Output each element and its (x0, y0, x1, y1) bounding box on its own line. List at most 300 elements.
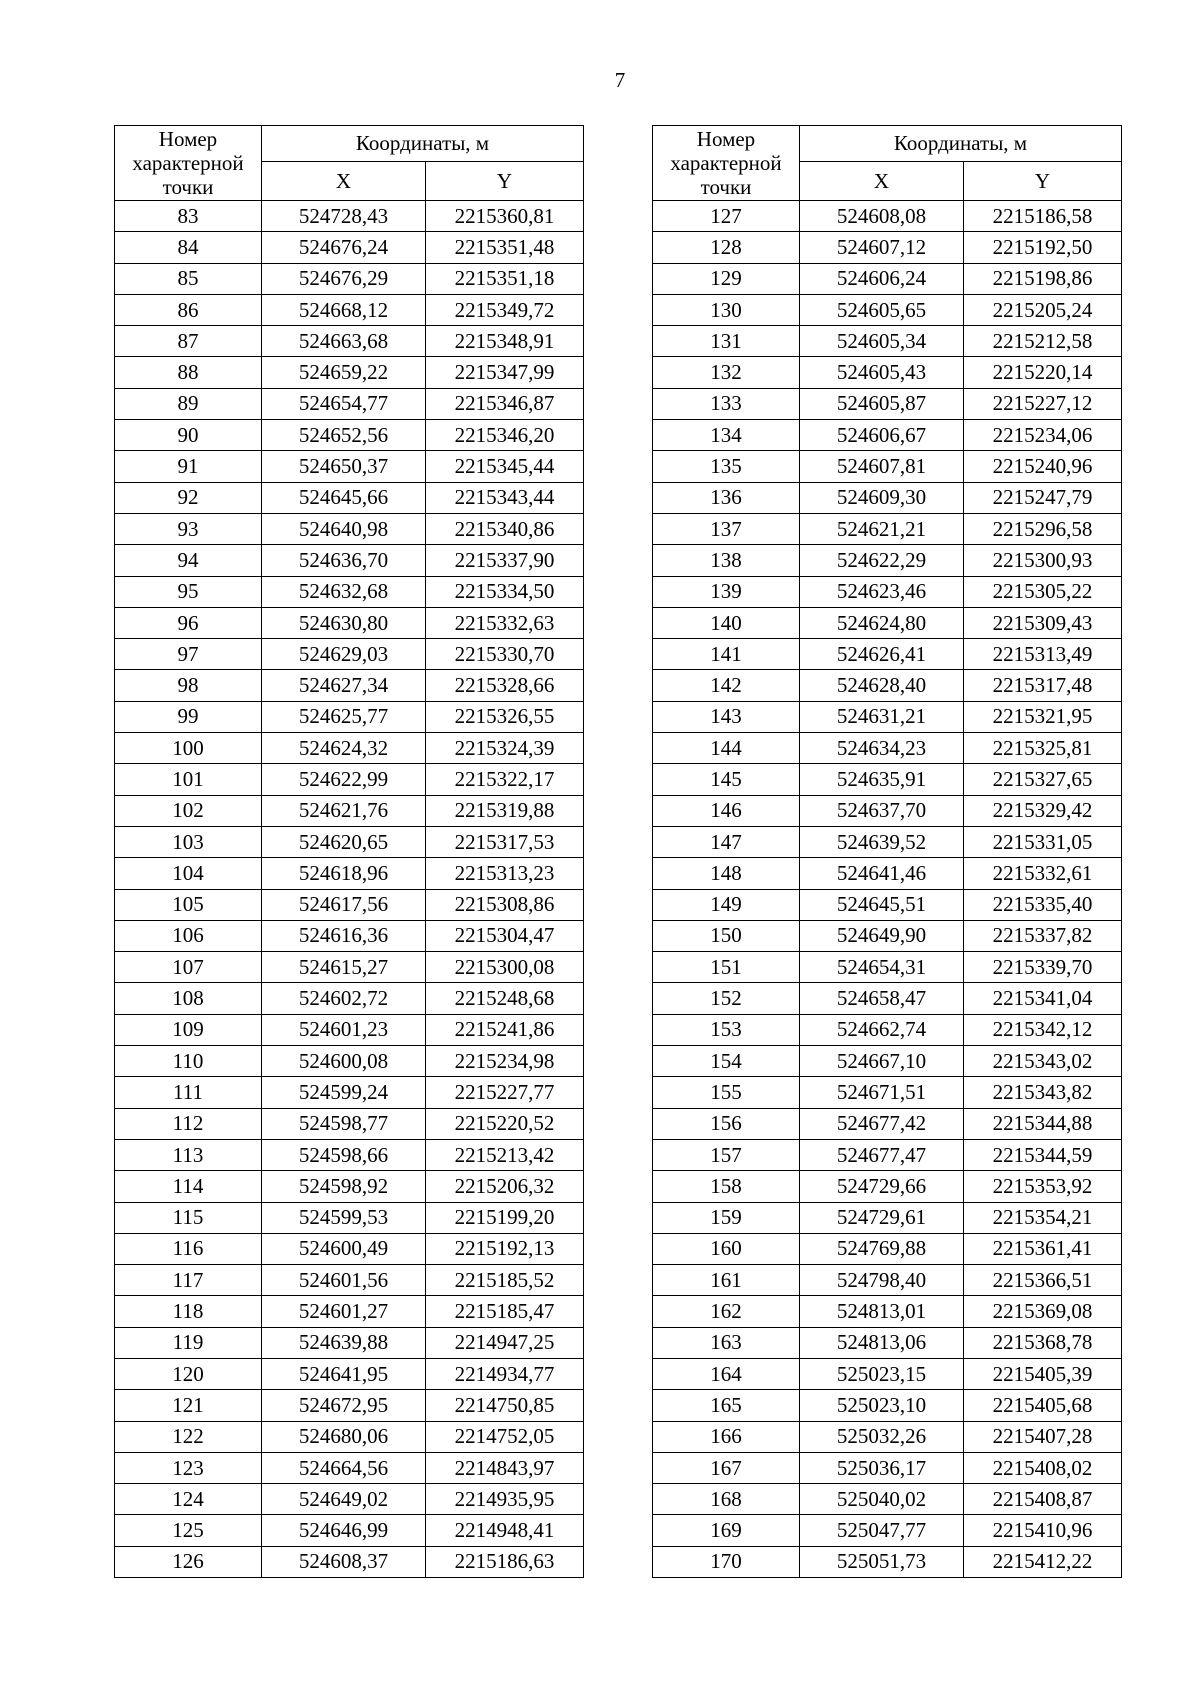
y-coordinate-cell: 2215330,70 (426, 639, 584, 670)
table-row (115, 1202, 584, 1233)
y-coordinate-cell: 2215361,41 (964, 1233, 1122, 1264)
y-coordinate-cell: 2215248,68 (426, 983, 584, 1014)
point-number-cell: 96 (115, 607, 262, 638)
y-coordinate-cell: 2215308,86 (426, 889, 584, 920)
point-number-cell: 141 (653, 639, 800, 670)
point-number-cell: 116 (115, 1233, 262, 1264)
table-row (115, 826, 584, 857)
y-coordinate-cell: 2215198,86 (964, 263, 1122, 294)
x-coordinate-cell: 524636,70 (262, 545, 426, 576)
point-number-cell: 149 (653, 889, 800, 920)
table-row (115, 1139, 584, 1170)
table-row (653, 1265, 1122, 1296)
point-number-cell: 124 (115, 1484, 262, 1515)
table-row (115, 983, 584, 1014)
x-coordinate-cell: 524630,80 (262, 607, 426, 638)
x-coordinate-cell: 525036,17 (800, 1452, 964, 1483)
y-coordinate-cell: 2215205,24 (964, 294, 1122, 325)
table-row (653, 983, 1122, 1014)
point-number-cell: 160 (653, 1233, 800, 1264)
y-coordinate-cell: 2215227,12 (964, 388, 1122, 419)
point-number-cell: 159 (653, 1202, 800, 1233)
point-number-cell: 122 (115, 1421, 262, 1452)
y-coordinate-cell: 2215342,12 (964, 1014, 1122, 1045)
x-coordinate-cell: 524676,24 (262, 232, 426, 263)
x-coordinate-cell: 524608,08 (800, 201, 964, 232)
table-row (653, 795, 1122, 826)
y-coordinate-cell: 2215344,88 (964, 1108, 1122, 1139)
table-row (115, 1390, 584, 1421)
x-coordinate-cell: 524650,37 (262, 451, 426, 482)
table-row (115, 1358, 584, 1389)
x-coordinate-cell: 524677,42 (800, 1108, 964, 1139)
y-coordinate-cell: 2214935,95 (426, 1484, 584, 1515)
point-number-cell: 125 (115, 1515, 262, 1546)
table-row (115, 357, 584, 388)
x-coordinate-cell: 524622,29 (800, 545, 964, 576)
point-number-cell: 100 (115, 733, 262, 764)
y-coordinate-cell: 2215241,86 (426, 1014, 584, 1045)
x-coordinate-cell: 524622,99 (262, 764, 426, 795)
x-coordinate-cell: 524609,30 (800, 482, 964, 513)
point-number-cell: 154 (653, 1046, 800, 1077)
table-row (653, 388, 1122, 419)
y-coordinate-cell: 2214947,25 (426, 1327, 584, 1358)
table-row (653, 1077, 1122, 1108)
y-coordinate-cell: 2215334,50 (426, 576, 584, 607)
point-number-cell: 97 (115, 639, 262, 670)
point-number-cell: 166 (653, 1421, 800, 1452)
x-coordinate-cell: 524640,98 (262, 513, 426, 544)
x-coordinate-cell: 524658,47 (800, 983, 964, 1014)
table-row (653, 1421, 1122, 1452)
y-coordinate-cell: 2215408,87 (964, 1484, 1122, 1515)
y-coordinate-cell: 2215192,13 (426, 1233, 584, 1264)
y-coordinate-cell: 2215337,82 (964, 920, 1122, 951)
x-coordinate-cell: 524626,41 (800, 639, 964, 670)
table-row (653, 952, 1122, 983)
table-row (653, 1171, 1122, 1202)
point-number-cell: 86 (115, 294, 262, 325)
y-coordinate-cell: 2215360,81 (426, 201, 584, 232)
point-number-cell: 132 (653, 357, 800, 388)
table-row (115, 1546, 584, 1577)
y-coordinate-cell: 2215343,44 (426, 482, 584, 513)
y-coordinate-cell: 2215309,43 (964, 607, 1122, 638)
point-number-cell: 152 (653, 983, 800, 1014)
y-coordinate-cell: 2215405,68 (964, 1390, 1122, 1421)
x-coordinate-cell: 524599,53 (262, 1202, 426, 1233)
point-number-cell: 168 (653, 1484, 800, 1515)
y-coordinate-cell: 2215327,65 (964, 764, 1122, 795)
point-number-cell: 102 (115, 795, 262, 826)
y-coordinate-cell: 2215343,02 (964, 1046, 1122, 1077)
x-coordinate-cell: 524729,61 (800, 1202, 964, 1233)
table-row (653, 357, 1122, 388)
point-number-cell: 95 (115, 576, 262, 607)
point-number-cell: 146 (653, 795, 800, 826)
table-row (115, 670, 584, 701)
table-row (653, 1014, 1122, 1045)
y-coordinate-cell: 2215368,78 (964, 1327, 1122, 1358)
table-row (115, 545, 584, 576)
y-coordinate-cell: 2215339,70 (964, 952, 1122, 983)
y-coordinate-cell: 2215319,88 (426, 795, 584, 826)
table-row (115, 294, 584, 325)
y-coordinate-cell: 2215240,96 (964, 451, 1122, 482)
x-coordinate-cell: 524641,46 (800, 858, 964, 889)
table-row (115, 1515, 584, 1546)
x-coordinate-cell: 524639,52 (800, 826, 964, 857)
point-number-cell: 114 (115, 1171, 262, 1202)
y-coordinate-cell: 2215234,98 (426, 1046, 584, 1077)
table-row (115, 326, 584, 357)
table-row (653, 920, 1122, 951)
point-number-cell: 136 (653, 482, 800, 513)
table-row (115, 388, 584, 419)
point-number-cell: 87 (115, 326, 262, 357)
x-coordinate-cell: 524628,40 (800, 670, 964, 701)
y-coordinate-cell: 2215305,22 (964, 576, 1122, 607)
table-body-left (115, 201, 584, 1578)
y-coordinate-cell: 2215247,79 (964, 482, 1122, 513)
y-header: Y (964, 162, 1122, 201)
x-header: X (262, 162, 426, 201)
x-coordinate-cell: 524631,21 (800, 701, 964, 732)
x-coordinate-cell: 524616,36 (262, 920, 426, 951)
point-number-cell: 138 (653, 545, 800, 576)
x-coordinate-cell: 524676,29 (262, 263, 426, 294)
point-number-cell: 111 (115, 1077, 262, 1108)
point-number-cell: 137 (653, 513, 800, 544)
point-number-cell: 127 (653, 201, 800, 232)
point-number-cell: 118 (115, 1296, 262, 1327)
y-coordinate-cell: 2215345,44 (426, 451, 584, 482)
y-coordinate-cell: 2215354,21 (964, 1202, 1122, 1233)
x-coordinate-cell: 524623,46 (800, 576, 964, 607)
x-coordinate-cell: 524654,31 (800, 952, 964, 983)
table-row (115, 1327, 584, 1358)
coordinates-table-left (114, 125, 584, 1578)
x-coordinate-cell: 524605,34 (800, 326, 964, 357)
point-number-cell: 83 (115, 201, 262, 232)
y-coordinate-cell: 2215337,90 (426, 545, 584, 576)
table-row (115, 263, 584, 294)
x-coordinate-cell: 524729,66 (800, 1171, 964, 1202)
x-coordinate-cell: 524620,65 (262, 826, 426, 857)
y-coordinate-cell: 2215405,39 (964, 1358, 1122, 1389)
point-number-cell: 115 (115, 1202, 262, 1233)
point-number-cell: 91 (115, 451, 262, 482)
x-coordinate-cell: 525047,77 (800, 1515, 964, 1546)
point-number-cell: 94 (115, 545, 262, 576)
table-row (115, 420, 584, 451)
point-number-cell: 151 (653, 952, 800, 983)
y-coordinate-cell: 2215347,99 (426, 357, 584, 388)
y-coordinate-cell: 2215227,77 (426, 1077, 584, 1108)
point-number-cell: 120 (115, 1358, 262, 1389)
x-coordinate-cell: 524637,70 (800, 795, 964, 826)
y-coordinate-cell: 2215369,08 (964, 1296, 1122, 1327)
y-coordinate-cell: 2215332,61 (964, 858, 1122, 889)
table-row (653, 1233, 1122, 1264)
point-number-cell: 163 (653, 1327, 800, 1358)
point-number-cell: 112 (115, 1108, 262, 1139)
table-row (115, 482, 584, 513)
y-coordinate-cell: 2215343,82 (964, 1077, 1122, 1108)
y-coordinate-cell: 2215185,47 (426, 1296, 584, 1327)
y-coordinate-cell: 2215322,17 (426, 764, 584, 795)
y-coordinate-cell: 2214934,77 (426, 1358, 584, 1389)
table-row (653, 1327, 1122, 1358)
point-number-cell: 101 (115, 764, 262, 795)
table-row (115, 1296, 584, 1327)
table-row (653, 607, 1122, 638)
x-coordinate-cell: 524672,95 (262, 1390, 426, 1421)
table-row (653, 1452, 1122, 1483)
point-number-cell: 144 (653, 733, 800, 764)
point-number-cell: 164 (653, 1358, 800, 1389)
table-row (653, 576, 1122, 607)
table-row (115, 639, 584, 670)
point-number-cell: 128 (653, 232, 800, 263)
table-row (115, 952, 584, 983)
y-header: Y (426, 162, 584, 201)
y-coordinate-cell: 2215328,66 (426, 670, 584, 701)
x-coordinate-cell: 524634,23 (800, 733, 964, 764)
y-coordinate-cell: 2214750,85 (426, 1390, 584, 1421)
y-coordinate-cell: 2215346,20 (426, 420, 584, 451)
table-row (653, 420, 1122, 451)
table-row (653, 670, 1122, 701)
point-number-cell: 104 (115, 858, 262, 889)
table-row (653, 889, 1122, 920)
point-number-cell: 89 (115, 388, 262, 419)
point-number-cell: 135 (653, 451, 800, 482)
y-coordinate-cell: 2215412,22 (964, 1546, 1122, 1577)
table-row (653, 326, 1122, 357)
table-row (653, 764, 1122, 795)
point-number-cell: 150 (653, 920, 800, 951)
point-number-cell: 156 (653, 1108, 800, 1139)
y-coordinate-cell: 2215304,47 (426, 920, 584, 951)
y-coordinate-cell: 2215348,91 (426, 326, 584, 357)
y-coordinate-cell: 2215351,18 (426, 263, 584, 294)
x-header: X (800, 162, 964, 201)
table-row (115, 513, 584, 544)
x-coordinate-cell: 524617,56 (262, 889, 426, 920)
point-number-cell: 123 (115, 1452, 262, 1483)
x-coordinate-cell: 524646,99 (262, 1515, 426, 1546)
point-number-cell: 130 (653, 294, 800, 325)
table-row (653, 1046, 1122, 1077)
table-row (115, 1108, 584, 1139)
point-number-cell: 161 (653, 1265, 800, 1296)
point-number-cell: 162 (653, 1296, 800, 1327)
table-row (653, 294, 1122, 325)
x-coordinate-cell: 524599,24 (262, 1077, 426, 1108)
y-coordinate-cell: 2215407,28 (964, 1421, 1122, 1452)
table-row (115, 1421, 584, 1452)
table-row (115, 920, 584, 951)
point-number-cell: 126 (115, 1546, 262, 1577)
point-number-cell: 88 (115, 357, 262, 388)
y-coordinate-cell: 2215329,42 (964, 795, 1122, 826)
point-number-cell: 145 (653, 764, 800, 795)
coordinates-header: Координаты, м (262, 126, 584, 162)
x-coordinate-cell: 524645,51 (800, 889, 964, 920)
y-coordinate-cell: 2215349,72 (426, 294, 584, 325)
coordinates-header: Координаты, м (800, 126, 1122, 162)
x-coordinate-cell: 524607,12 (800, 232, 964, 263)
x-coordinate-cell: 524625,77 (262, 701, 426, 732)
point-number-cell: 110 (115, 1046, 262, 1077)
point-number-cell: 121 (115, 1390, 262, 1421)
table-body-right (653, 201, 1122, 1578)
point-number-cell: 131 (653, 326, 800, 357)
table-row (653, 1108, 1122, 1139)
y-coordinate-cell: 2215331,05 (964, 826, 1122, 857)
y-coordinate-cell: 2215317,53 (426, 826, 584, 857)
point-number-cell: 117 (115, 1265, 262, 1296)
x-coordinate-cell: 524677,47 (800, 1139, 964, 1170)
x-coordinate-cell: 524813,01 (800, 1296, 964, 1327)
x-coordinate-cell: 524621,21 (800, 513, 964, 544)
point-number-cell: 167 (653, 1452, 800, 1483)
point-number-cell: 84 (115, 232, 262, 263)
x-coordinate-cell: 524600,49 (262, 1233, 426, 1264)
y-coordinate-cell: 2215408,02 (964, 1452, 1122, 1483)
x-coordinate-cell: 524652,56 (262, 420, 426, 451)
y-coordinate-cell: 2215410,96 (964, 1515, 1122, 1546)
point-number-header: Номер характерной точки (653, 126, 800, 201)
x-coordinate-cell: 524667,10 (800, 1046, 964, 1077)
x-coordinate-cell: 524654,77 (262, 388, 426, 419)
y-coordinate-cell: 2215332,63 (426, 607, 584, 638)
y-coordinate-cell: 2215317,48 (964, 670, 1122, 701)
y-coordinate-cell: 2215220,52 (426, 1108, 584, 1139)
point-number-cell: 108 (115, 983, 262, 1014)
x-coordinate-cell: 525051,73 (800, 1546, 964, 1577)
x-coordinate-cell: 524601,27 (262, 1296, 426, 1327)
x-coordinate-cell: 524645,66 (262, 482, 426, 513)
x-coordinate-cell: 525032,26 (800, 1421, 964, 1452)
table-row (115, 232, 584, 263)
point-number-cell: 140 (653, 607, 800, 638)
page-number: 7 (614, 68, 626, 92)
point-number-cell: 113 (115, 1139, 262, 1170)
y-coordinate-cell: 2215351,48 (426, 232, 584, 263)
point-number-cell: 170 (653, 1546, 800, 1577)
y-coordinate-cell: 2215300,93 (964, 545, 1122, 576)
point-number-cell: 92 (115, 482, 262, 513)
point-number-cell: 103 (115, 826, 262, 857)
table-row (653, 1484, 1122, 1515)
point-number-cell: 93 (115, 513, 262, 544)
point-number-cell: 106 (115, 920, 262, 951)
y-coordinate-cell: 2215199,20 (426, 1202, 584, 1233)
y-coordinate-cell: 2215341,04 (964, 983, 1122, 1014)
x-coordinate-cell: 524598,92 (262, 1171, 426, 1202)
coordinates-table-right (652, 125, 1122, 1578)
y-coordinate-cell: 2215186,63 (426, 1546, 584, 1577)
table-row (115, 1077, 584, 1108)
y-coordinate-cell: 2214948,41 (426, 1515, 584, 1546)
y-coordinate-cell: 2215353,92 (964, 1171, 1122, 1202)
point-number-cell: 119 (115, 1327, 262, 1358)
x-coordinate-cell: 524668,12 (262, 294, 426, 325)
x-coordinate-cell: 524728,43 (262, 201, 426, 232)
y-coordinate-cell: 2214752,05 (426, 1421, 584, 1452)
table-row (653, 545, 1122, 576)
table-row (115, 1484, 584, 1515)
point-number-cell: 158 (653, 1171, 800, 1202)
x-coordinate-cell: 524627,34 (262, 670, 426, 701)
point-number-cell: 147 (653, 826, 800, 857)
point-number-cell: 169 (653, 1515, 800, 1546)
x-coordinate-cell: 524664,56 (262, 1452, 426, 1483)
table-row (115, 1014, 584, 1045)
table-row (653, 482, 1122, 513)
y-coordinate-cell: 2215220,14 (964, 357, 1122, 388)
x-coordinate-cell: 524649,90 (800, 920, 964, 951)
x-coordinate-cell: 524624,32 (262, 733, 426, 764)
point-number-cell: 109 (115, 1014, 262, 1045)
table-row (115, 889, 584, 920)
point-number-cell: 107 (115, 952, 262, 983)
point-number-cell: 142 (653, 670, 800, 701)
table-row (115, 1265, 584, 1296)
x-coordinate-cell: 524641,95 (262, 1358, 426, 1389)
x-coordinate-cell: 524601,56 (262, 1265, 426, 1296)
x-coordinate-cell: 524671,51 (800, 1077, 964, 1108)
point-number-cell: 90 (115, 420, 262, 451)
x-coordinate-cell: 524607,81 (800, 451, 964, 482)
table-row (653, 1296, 1122, 1327)
x-coordinate-cell: 525023,15 (800, 1358, 964, 1389)
x-coordinate-cell: 524813,06 (800, 1327, 964, 1358)
x-coordinate-cell: 525023,10 (800, 1390, 964, 1421)
y-coordinate-cell: 2214843,97 (426, 1452, 584, 1483)
y-coordinate-cell: 2215326,55 (426, 701, 584, 732)
table-row (653, 1202, 1122, 1233)
x-coordinate-cell: 524600,08 (262, 1046, 426, 1077)
x-coordinate-cell: 524621,76 (262, 795, 426, 826)
point-number-cell: 143 (653, 701, 800, 732)
table-row (653, 639, 1122, 670)
y-coordinate-cell: 2215296,58 (964, 513, 1122, 544)
x-coordinate-cell: 525040,02 (800, 1484, 964, 1515)
y-coordinate-cell: 2215234,06 (964, 420, 1122, 451)
point-number-cell: 98 (115, 670, 262, 701)
y-coordinate-cell: 2215300,08 (426, 952, 584, 983)
x-coordinate-cell: 524649,02 (262, 1484, 426, 1515)
y-coordinate-cell: 2215344,59 (964, 1139, 1122, 1170)
x-coordinate-cell: 524635,91 (800, 764, 964, 795)
y-coordinate-cell: 2215340,86 (426, 513, 584, 544)
table-row (653, 1390, 1122, 1421)
y-coordinate-cell: 2215186,58 (964, 201, 1122, 232)
y-coordinate-cell: 2215325,81 (964, 733, 1122, 764)
point-number-cell: 157 (653, 1139, 800, 1170)
table-row (653, 451, 1122, 482)
table-row (653, 858, 1122, 889)
y-coordinate-cell: 2215313,49 (964, 639, 1122, 670)
table-row (115, 576, 584, 607)
x-coordinate-cell: 524605,87 (800, 388, 964, 419)
x-coordinate-cell: 524598,77 (262, 1108, 426, 1139)
x-coordinate-cell: 524606,24 (800, 263, 964, 294)
